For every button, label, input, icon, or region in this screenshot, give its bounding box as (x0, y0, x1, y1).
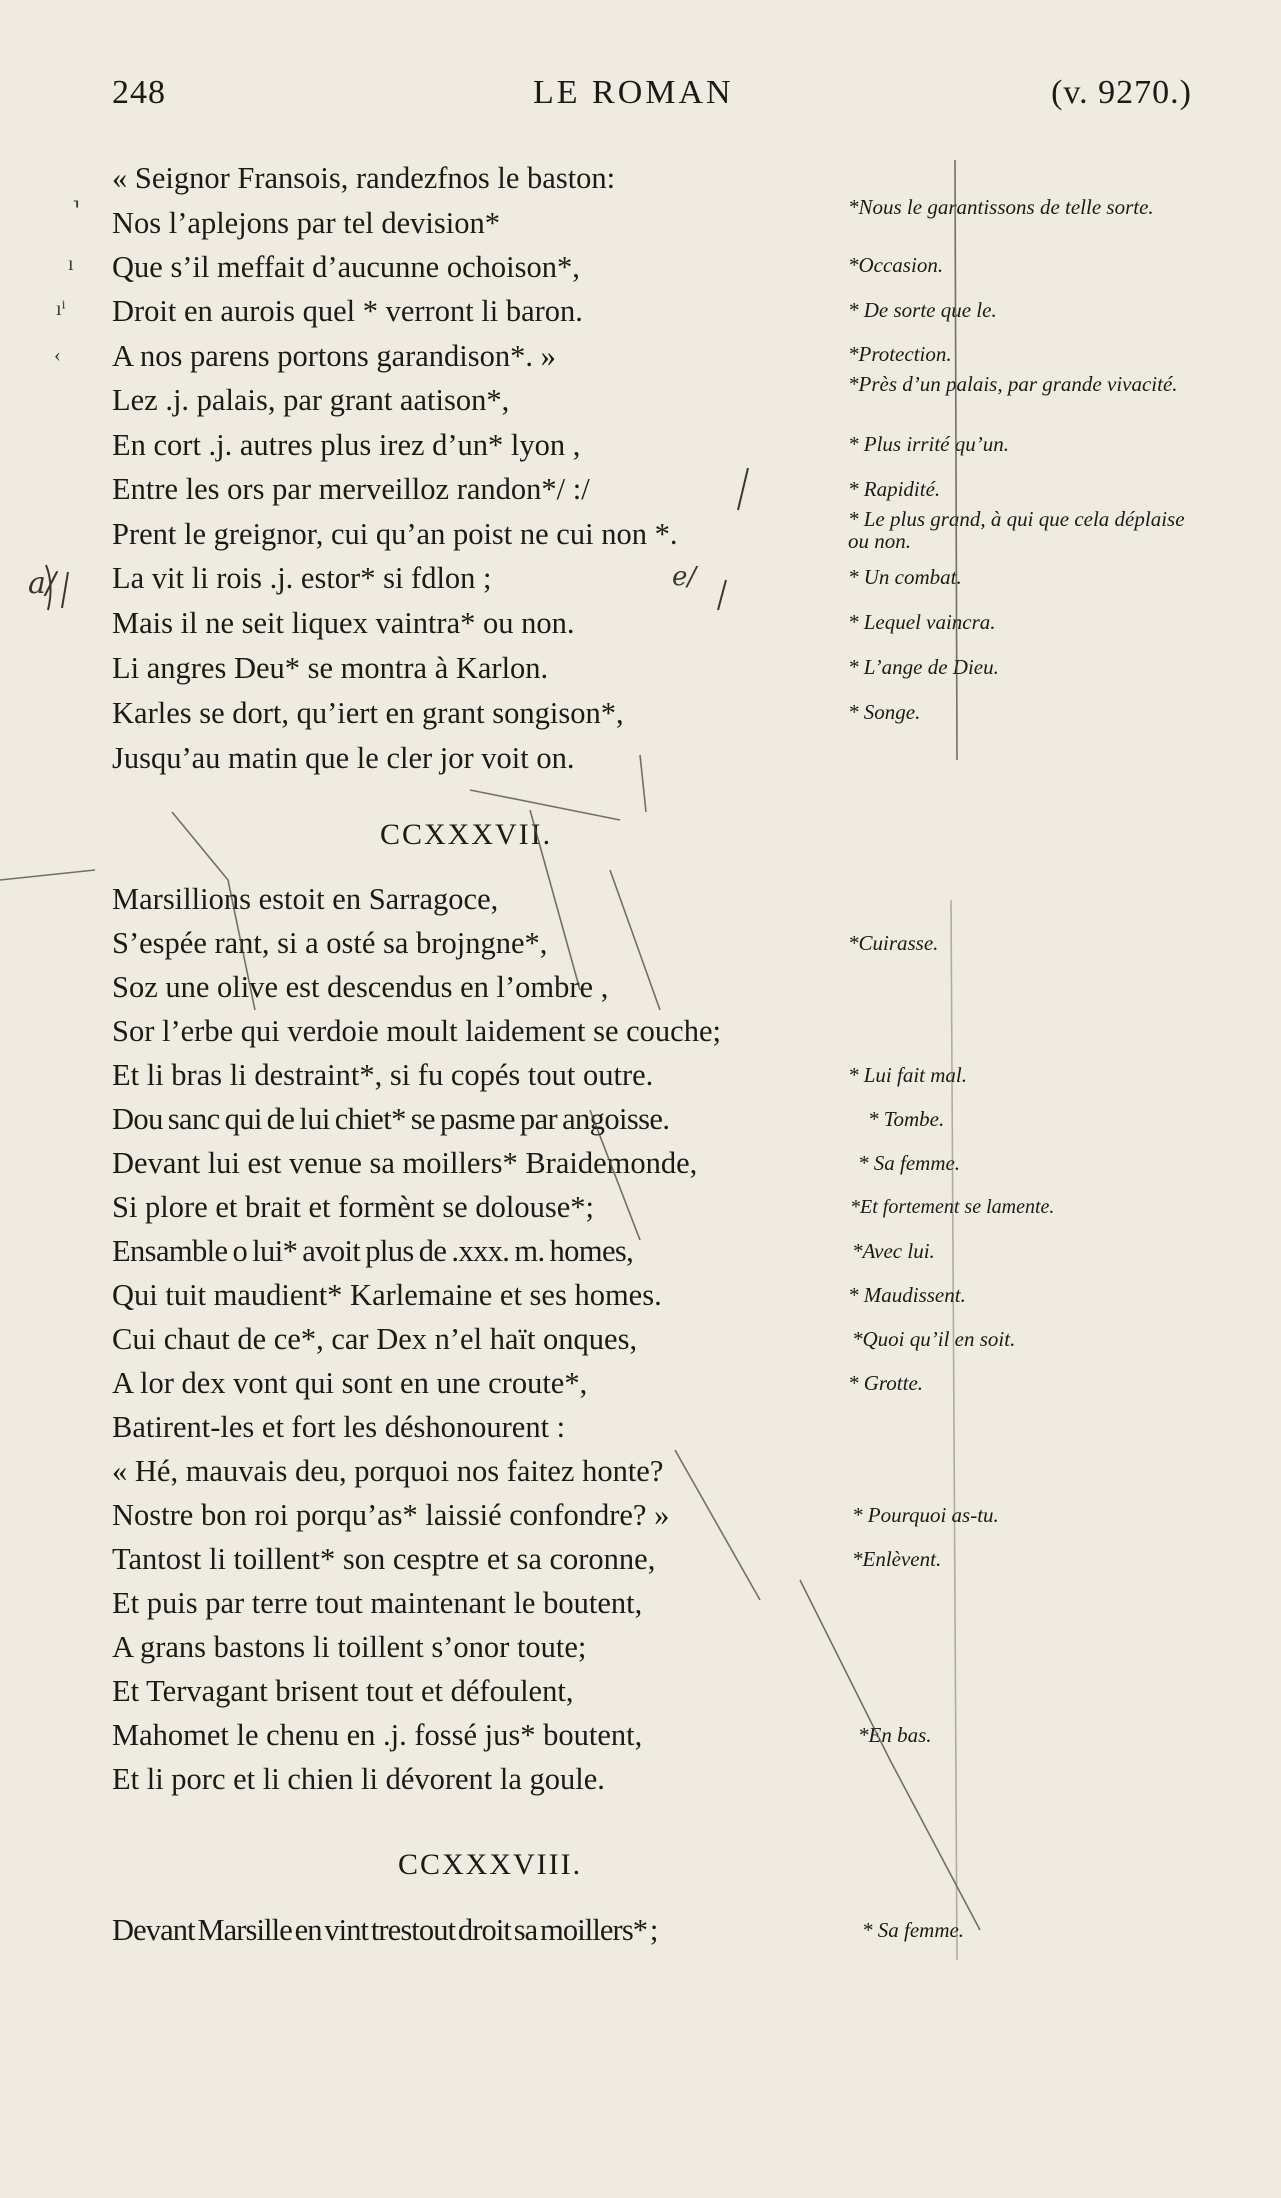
page-number: 248 (112, 74, 166, 111)
margin-tick: ı (68, 253, 74, 275)
section-heading: CCXXXVIII. (398, 1848, 583, 1881)
verse-line: Tantost li toillent* son cesptre et sa coronne, (112, 1542, 656, 1576)
verse-line: Que s’il meffait d’aucunne ochoison*, (112, 250, 580, 284)
verse-line: Soz une olive est descendus en l’ombre , (112, 970, 609, 1004)
gloss-note: *Cuirasse. (848, 931, 939, 955)
verse-line: Nos l’aplejons par tel devision* (112, 206, 500, 240)
verse-line: « Hé, mauvais deu, porquoi nos faitez honte? (112, 1454, 664, 1488)
margin-tick: ⸣ (72, 198, 80, 220)
verse-line: Droit en aurois quel * verront li baron. (112, 294, 583, 328)
verse-line: Mais il ne seit liquex vaintra* ou non. (112, 606, 575, 640)
gloss-note: * Pourquoi as-tu. (852, 1503, 999, 1527)
gloss-note: * Maudissent. (848, 1283, 966, 1307)
verse-line: Prent le greignor, cui qu’an poist ne cui non *. (112, 517, 678, 551)
gloss-note: * Rapidité. (848, 477, 941, 501)
verse-line: Marsillions estoit en Sarragoce, (112, 882, 499, 916)
gloss-note: *Enlèvent. (852, 1547, 942, 1571)
verse-line: A grans bastons li toillent s’onor toute; (112, 1630, 587, 1664)
verse-line: Et li porc et li chien li dévorent la goule. (112, 1762, 605, 1796)
gloss-note: * Le plus grand, à qui que cela déplaise ou non. (848, 507, 1185, 553)
gloss-note: *Avec lui. (852, 1239, 935, 1263)
gloss-note: * Lequel vaincra. (848, 610, 996, 634)
verse-line: En cort .j. autres plus irez d’un* lyon , (112, 428, 581, 462)
verse-line: Si plore et brait et formènt se dolouse*; (112, 1190, 594, 1224)
margin-tick: ıⁱ (56, 298, 66, 320)
margin-annotation: a/ (28, 566, 56, 601)
gloss-note: *Protection. (848, 342, 952, 366)
gloss-note: *Et fortement se lamente. (850, 1196, 1055, 1218)
verse-line: Cui chaut de ce*, car Dex n’el haït onques, (112, 1322, 638, 1356)
gloss-note: *En bas. (858, 1723, 932, 1747)
gloss-note: *Près d’un palais, par grande vivacité. (848, 372, 1178, 396)
gloss-note: * Un combat. (848, 565, 962, 589)
running-title: LE ROMAN (533, 74, 734, 111)
verse-line: Lez .j. palais, par grant aatison*, (112, 383, 510, 417)
verse-line: S’espée rant, si a osté sa brojngne*, (112, 926, 548, 960)
verse-line: Ensamble o lui* avoit plus de .xxx. m. homes, (112, 1234, 634, 1268)
verse-line: A nos parens portons garandison*. » (112, 339, 556, 373)
verse-line: Mahomet le chenu en .j. fossé jus* boutent, (112, 1718, 643, 1752)
verse-line: Jusqu’au matin que le cler jor voit on. (112, 741, 575, 775)
verse-line: Entre les ors par merveilloz randon*/ :/ (112, 472, 590, 506)
verse-line: Qui tuit maudient* Karlemaine et ses homes. (112, 1278, 662, 1312)
section-heading: CCXXXVII. (380, 818, 553, 851)
verse-line: Li angres Deu* se montra à Karlon. (112, 651, 549, 685)
verse-line: La vit li rois .j. estor* si fdlon ; (112, 561, 492, 595)
gloss-note: * De sorte que le. (848, 298, 997, 322)
margin-tick: ‹ (54, 344, 61, 366)
gloss-note: * Grotte. (848, 1371, 924, 1395)
gloss-note: * Tombe. (868, 1107, 945, 1131)
verse-line: Devant lui est venue sa moillers* Braidemonde, (112, 1146, 698, 1180)
gloss-note: * Plus irrité qu’un. (848, 432, 1009, 456)
verse-line: Et Tervagant brisent tout et défoulent, (112, 1674, 574, 1708)
gloss-note: * Sa femme. (858, 1151, 961, 1175)
margin-annotation: e/ (672, 562, 697, 592)
gloss-note: * Lui fait mal. (848, 1063, 968, 1087)
gloss-note: *Occasion. (848, 253, 944, 277)
verse-line: « Seignor Fransois, randezfnos le baston: (112, 161, 616, 195)
verse-line: Et puis par terre tout maintenant le boutent, (112, 1586, 643, 1620)
verse-reference: (v. 9270.) (1051, 74, 1192, 111)
gloss-note: *Nous le garantissons de telle sorte. (848, 195, 1154, 219)
gloss-note: * Songe. (848, 700, 921, 724)
verse-line: Karles se dort, qu’iert en grant songison*, (112, 696, 624, 730)
verse-line: Et li bras li destraint*, si fu copés tout outre. (112, 1058, 654, 1092)
gloss-note: * L’ange de Dieu. (848, 655, 999, 679)
verse-line: Dou sanc qui de lui chiet* se pasme par angoisse. (112, 1102, 670, 1136)
verse-line: Devant Marsille en vint trestout droit sa moillers* ; (112, 1913, 658, 1947)
gloss-note: *Quoi qu’il en soit. (852, 1327, 1016, 1351)
verse-line: Nostre bon roi porqu’as* laissié confondre? » (112, 1498, 670, 1532)
gloss-note: * Sa femme. (862, 1918, 965, 1942)
verse-line: A lor dex vont qui sont en une croute*, (112, 1366, 588, 1400)
page-header (110, 74, 1190, 118)
verse-line: Batirent-les et fort les déshonourent : (112, 1410, 566, 1444)
verse-line: Sor l’erbe qui verdoie moult laidement se couche; (112, 1014, 721, 1048)
